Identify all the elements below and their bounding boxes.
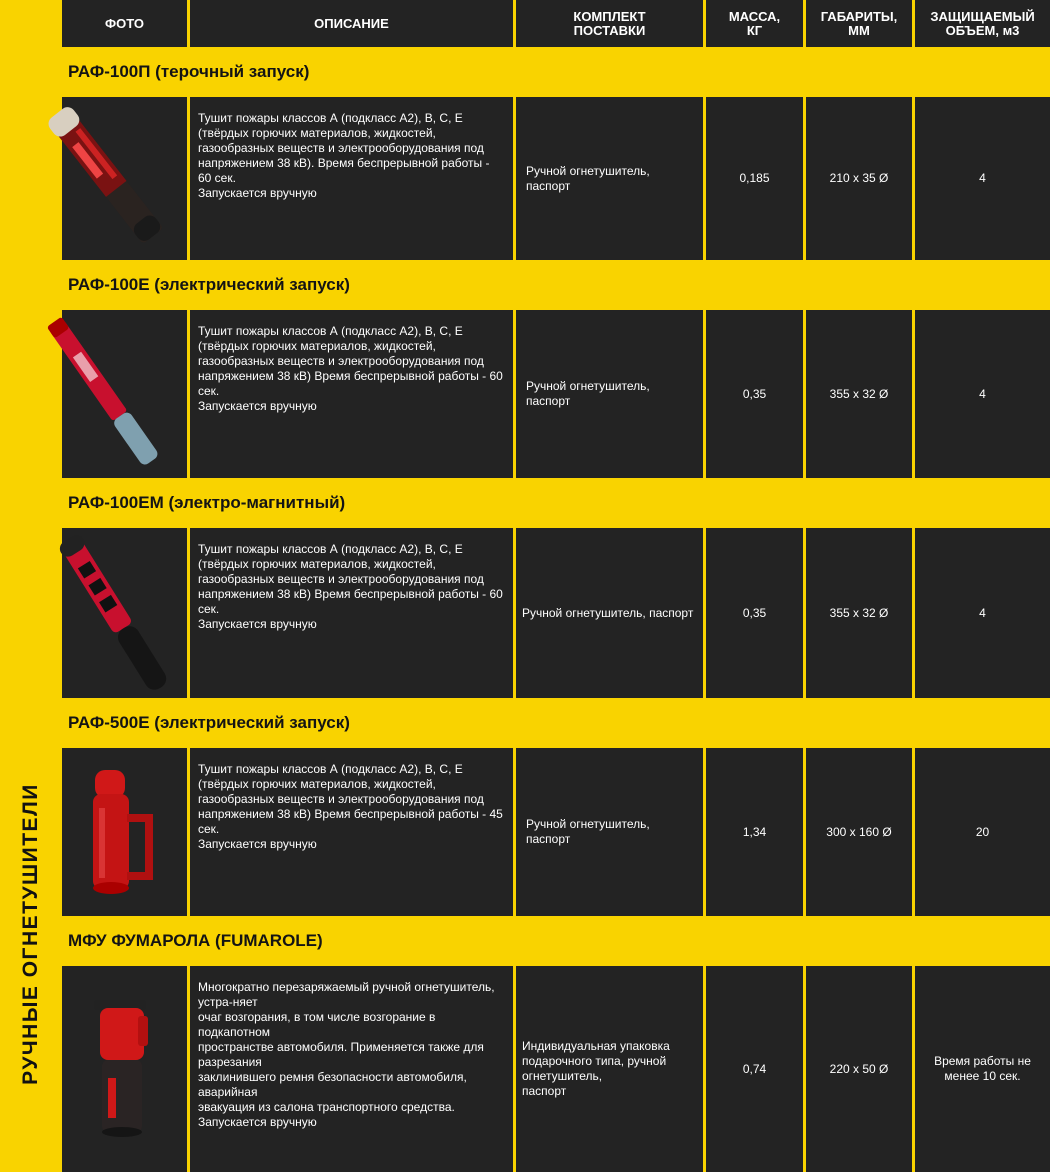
product-mass: 1,34	[706, 748, 806, 916]
product-title: РАФ-100ЕМ (электро-магнитный)	[68, 493, 346, 512]
product-row	[62, 528, 1050, 698]
side-label	[0, 700, 62, 1167]
product-volume: 4	[915, 528, 1050, 698]
product-row	[62, 748, 1050, 916]
product-description: Тушит пожары классов А (подкласс А2), В, С, Е (твёрдых горючих материалов, жидкостей, газообразных веществ и электрооборудования под напряжением 38 кВ) Время беспрерывной работы - 60 сек. Запускается вручную	[190, 310, 516, 478]
product-dims: 300 х 160 Ø	[806, 748, 915, 916]
product-row	[62, 97, 1050, 260]
product-volume: 4	[915, 310, 1050, 478]
product-description: Тушит пожары классов А (подкласс А2), В, С, Е (твёрдых горючих материалов, жидкостей, газообразных веществ и электрооборудования под напряжением 38 кВ). Время беспрерывной работы - 60 сек. Запускается вручную	[190, 97, 516, 260]
product-mass: 0,35	[706, 310, 806, 478]
product-mass: 0,74	[706, 966, 806, 1172]
product-description: Тушит пожары классов А (подкласс А2), В, С, Е (твёрдых горючих материалов, жидкостей, газообразных веществ и электрооборудования под напряжением 38 кВ) Время беспрерывной работы - 60 сек. Запускается вручную	[190, 528, 516, 698]
product-title: РАФ-100П (терочный запуск)	[68, 62, 310, 81]
stick-extinguisher-icon	[27, 528, 202, 698]
product-dims: 355 х 32 Ø	[806, 528, 915, 698]
product-section	[62, 698, 1050, 916]
product-dims: 220 х 50 Ø	[806, 966, 915, 1172]
product-volume: 4	[915, 97, 1050, 260]
product-dims: 355 х 32 Ø	[806, 310, 915, 478]
product-volume: Время работы не менее 10 сек.	[915, 966, 1050, 1172]
stick-extinguisher-icon	[22, 102, 192, 252]
product-title: РАФ-100Е (электрический запуск)	[68, 275, 350, 294]
product-volume: 20	[915, 748, 1050, 916]
product-kit: Ручной огнетушитель, паспорт	[516, 748, 706, 916]
product-section	[62, 478, 1050, 698]
product-row	[62, 310, 1050, 478]
product-row	[62, 966, 1050, 1172]
product-description: Тушит пожары классов А (подкласс А2), В, С, Е (твёрдых горючих материалов, жидкостей, газообразных веществ и электрооборудования под напряжением 38 кВ) Время беспрерывной работы - 45 сек. Запускается вручную	[190, 748, 516, 916]
header-kit: КОМПЛЕКТ ПОСТАВКИ	[516, 0, 706, 47]
product-dims: 210 х 35 Ø	[806, 97, 915, 260]
product-section	[62, 916, 1050, 1172]
header-dims: ГАБАРИТЫ, ММ	[806, 0, 915, 47]
product-kit: Ручной огнетушитель, паспорт	[516, 97, 706, 260]
product-photo	[62, 310, 190, 478]
product-mass: 0,185	[706, 97, 806, 260]
product-table	[62, 0, 1050, 1172]
table-header	[62, 0, 1050, 47]
product-photo	[62, 97, 190, 260]
product-section	[62, 260, 1050, 478]
product-kit: Индивидуальная упаковка подарочного типа, ручной огнетушитель, паспорт	[516, 966, 706, 1172]
product-description: Многократно перезаряжаемый ручной огнетушитель, устра-няет очаг возгорания, в том числе возгорание в подкапотном пространстве автомобиля. Применяется также для разрезания заклинившего ремня безопасности автомобиля, аварийная эвакуация из салона транспортного средства. Запускается вручную	[190, 966, 516, 1172]
red-extinguisher-icon	[87, 768, 157, 898]
product-photo	[62, 966, 190, 1172]
product-title: РАФ-500Е (электрический запуск)	[68, 713, 350, 732]
product-mass: 0,35	[706, 528, 806, 698]
product-photo	[62, 748, 190, 916]
stick-extinguisher-icon	[17, 310, 187, 475]
product-photo	[62, 528, 190, 698]
header-description: ОПИСАНИЕ	[190, 0, 516, 47]
header-volume: ЗАЩИЩАЕМЫЙ ОБЪЕМ, м3	[915, 0, 1050, 47]
header-photo: ФОТО	[62, 0, 190, 47]
side-label-text: РУЧНЫЕ ОГНЕТУШИТЕЛИ	[19, 782, 42, 1085]
product-kit: Ручной огнетушитель, паспорт	[516, 528, 706, 698]
product-section	[62, 47, 1050, 260]
product-kit: Ручной огнетушитель, паспорт	[516, 310, 706, 478]
fumarole-extinguisher-icon	[90, 998, 160, 1138]
product-title: МФУ ФУМАРОЛА (FUMAROLE)	[68, 931, 323, 950]
header-mass: МАССА, КГ	[706, 0, 806, 47]
